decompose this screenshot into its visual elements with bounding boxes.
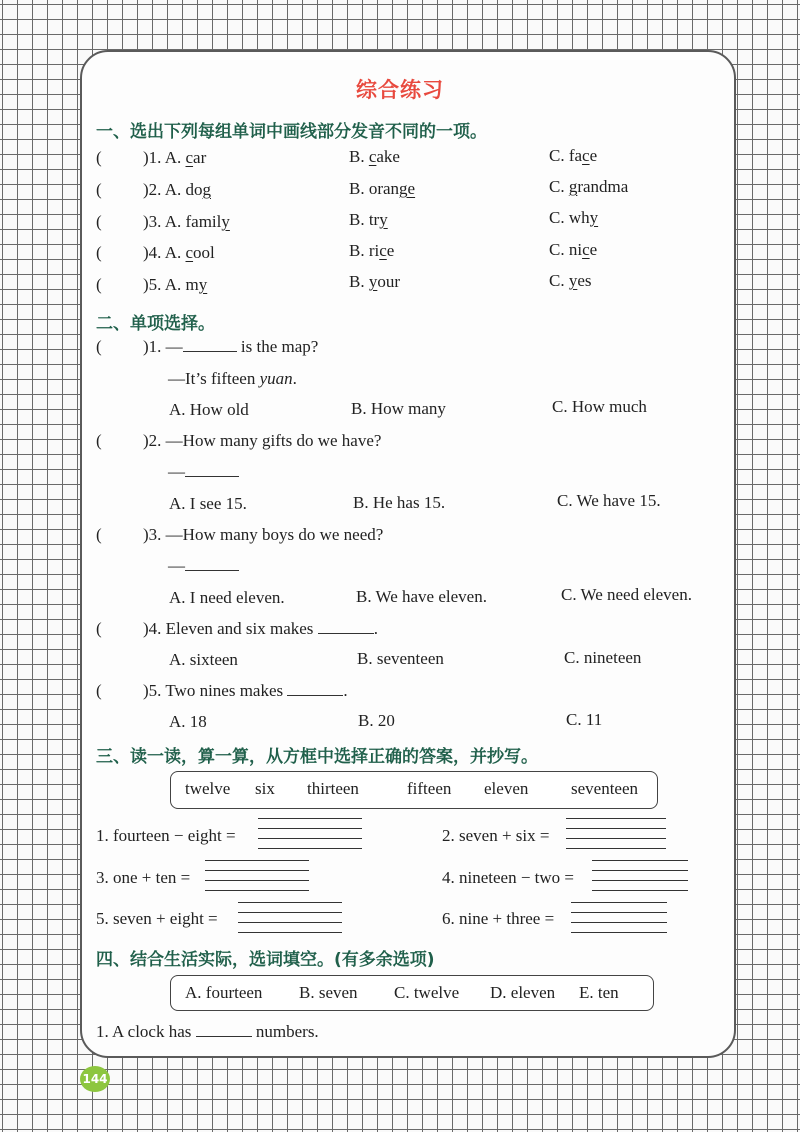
options-box bbox=[170, 975, 654, 1011]
s1-q1-b: B. cake bbox=[349, 147, 400, 166]
answer-paren[interactable]: ( bbox=[96, 337, 102, 356]
s1-q4-c: C. nice bbox=[549, 240, 598, 259]
answer-paren[interactable]: ( bbox=[96, 681, 102, 700]
s2-q2-reply: — bbox=[168, 462, 239, 482]
section3-heading: 三、读一读，算一算，从方框中选择正确的答案，并抄写。 bbox=[96, 747, 538, 767]
s1-q2-c: C. grandma bbox=[549, 177, 629, 196]
s1-q4-a: )4. A. cool bbox=[143, 243, 215, 262]
title-wrap bbox=[0, 72, 800, 106]
option-item: B. seven bbox=[299, 983, 358, 1002]
s1-q2-b: B. orange bbox=[349, 179, 416, 198]
s2-q2: )2. —How many gifts do we have? bbox=[143, 431, 382, 450]
s4-q1: 1. A clock has numbers. bbox=[96, 1022, 319, 1041]
s2-q1-reply: —It’s fifteen yuan. bbox=[168, 369, 297, 388]
word-box-item: seventeen bbox=[571, 779, 639, 798]
s3-item-4: 4. nineteen − two = bbox=[442, 868, 575, 887]
answer-paren[interactable]: ( bbox=[96, 243, 102, 262]
s1-q3-a: )3. A. family bbox=[143, 212, 230, 231]
answer-lines[interactable] bbox=[592, 860, 688, 890]
answer-lines[interactable] bbox=[566, 818, 666, 848]
page-number: 144 bbox=[80, 1066, 110, 1092]
blank-line[interactable] bbox=[318, 621, 374, 634]
s2-q2-a: A. I see 15. bbox=[169, 494, 247, 513]
answer-paren[interactable]: ( bbox=[96, 431, 102, 450]
s2-q1: )1. — is the map? bbox=[143, 337, 319, 356]
option-item: E. ten bbox=[579, 983, 619, 1002]
s1-q4-b: B. rice bbox=[349, 241, 395, 260]
s2-q2-c: C. We have 15. bbox=[557, 491, 661, 510]
word-box-item: twelve bbox=[185, 779, 231, 798]
answer-lines[interactable] bbox=[238, 902, 342, 932]
s1-q2-a: )2. A. dog bbox=[143, 180, 211, 199]
blank-line[interactable] bbox=[287, 683, 343, 696]
s1-q1-c: C. face bbox=[549, 146, 598, 165]
page-title: 综合练习 bbox=[348, 72, 452, 106]
s1-q1-a: )1. A. car bbox=[143, 148, 207, 167]
word-box-item: six bbox=[255, 779, 275, 798]
answer-paren[interactable]: ( bbox=[96, 525, 102, 544]
blank-line[interactable] bbox=[185, 464, 239, 477]
s2-q3: )3. —How many boys do we need? bbox=[143, 525, 384, 544]
section4-heading: 四、结合生活实际，选词填空。(有多余选项) bbox=[96, 950, 435, 970]
s2-q1-b: B. How many bbox=[351, 399, 446, 418]
option-item: C. twelve bbox=[394, 983, 460, 1002]
s1-q5-b: B. your bbox=[349, 272, 401, 291]
s2-q5-c: C. 11 bbox=[566, 710, 603, 729]
s2-q1-c: C. How much bbox=[552, 397, 647, 416]
s3-item-6: 6. nine + three = bbox=[442, 909, 555, 928]
answer-lines[interactable] bbox=[258, 818, 362, 848]
s2-q3-c: C. We need eleven. bbox=[561, 585, 692, 604]
s2-q2-b: B. He has 15. bbox=[353, 493, 446, 512]
s2-q5: )5. Two nines makes . bbox=[143, 681, 348, 700]
s2-q3-b: B. We have eleven. bbox=[356, 587, 487, 606]
answer-paren[interactable]: ( bbox=[96, 619, 102, 638]
s2-q5-b: B. 20 bbox=[358, 711, 395, 730]
s2-q4: )4. Eleven and six makes . bbox=[143, 619, 378, 638]
s3-item-1: 1. fourteen − eight = bbox=[96, 826, 236, 845]
s1-q3-c: C. why bbox=[549, 208, 599, 227]
s2-q3-a: A. I need eleven. bbox=[169, 588, 285, 607]
word-box-item: eleven bbox=[484, 779, 529, 798]
s2-q1-a: A. How old bbox=[169, 400, 249, 419]
answer-paren[interactable]: ( bbox=[96, 148, 102, 167]
word-box-item: thirteen bbox=[307, 779, 359, 798]
answer-paren[interactable]: ( bbox=[96, 275, 102, 294]
s2-q4-a: A. sixteen bbox=[169, 650, 238, 669]
option-item: D. eleven bbox=[490, 983, 556, 1002]
s3-item-5: 5. seven + eight = bbox=[96, 909, 218, 928]
word-box-item: fifteen bbox=[407, 779, 452, 798]
answer-paren[interactable]: ( bbox=[96, 180, 102, 199]
s2-q3-reply: — bbox=[168, 556, 239, 576]
s3-item-3: 3. one + ten = bbox=[96, 868, 191, 887]
word-box bbox=[170, 771, 658, 809]
option-item: A. fourteen bbox=[185, 983, 263, 1002]
section1-heading: 一、选出下列每组单词中画线部分发音不同的一项。 bbox=[96, 122, 487, 142]
answer-lines[interactable] bbox=[205, 860, 309, 890]
blank-line[interactable] bbox=[196, 1024, 252, 1037]
s2-q4-b: B. seventeen bbox=[357, 649, 444, 668]
blank-line[interactable] bbox=[183, 339, 237, 352]
answer-lines[interactable] bbox=[571, 902, 667, 932]
s1-q5-c: C. yes bbox=[549, 271, 592, 290]
s2-q5-a: A. 18 bbox=[169, 712, 207, 731]
s1-q5-a: )5. A. my bbox=[143, 275, 208, 294]
s1-q3-b: B. try bbox=[349, 210, 388, 229]
answer-paren[interactable]: ( bbox=[96, 212, 102, 231]
section2-heading: 二、单项选择。 bbox=[96, 314, 215, 334]
s2-q4-c: C. nineteen bbox=[564, 648, 642, 667]
s3-item-2: 2. seven + six = bbox=[442, 826, 550, 845]
blank-line[interactable] bbox=[185, 558, 239, 571]
